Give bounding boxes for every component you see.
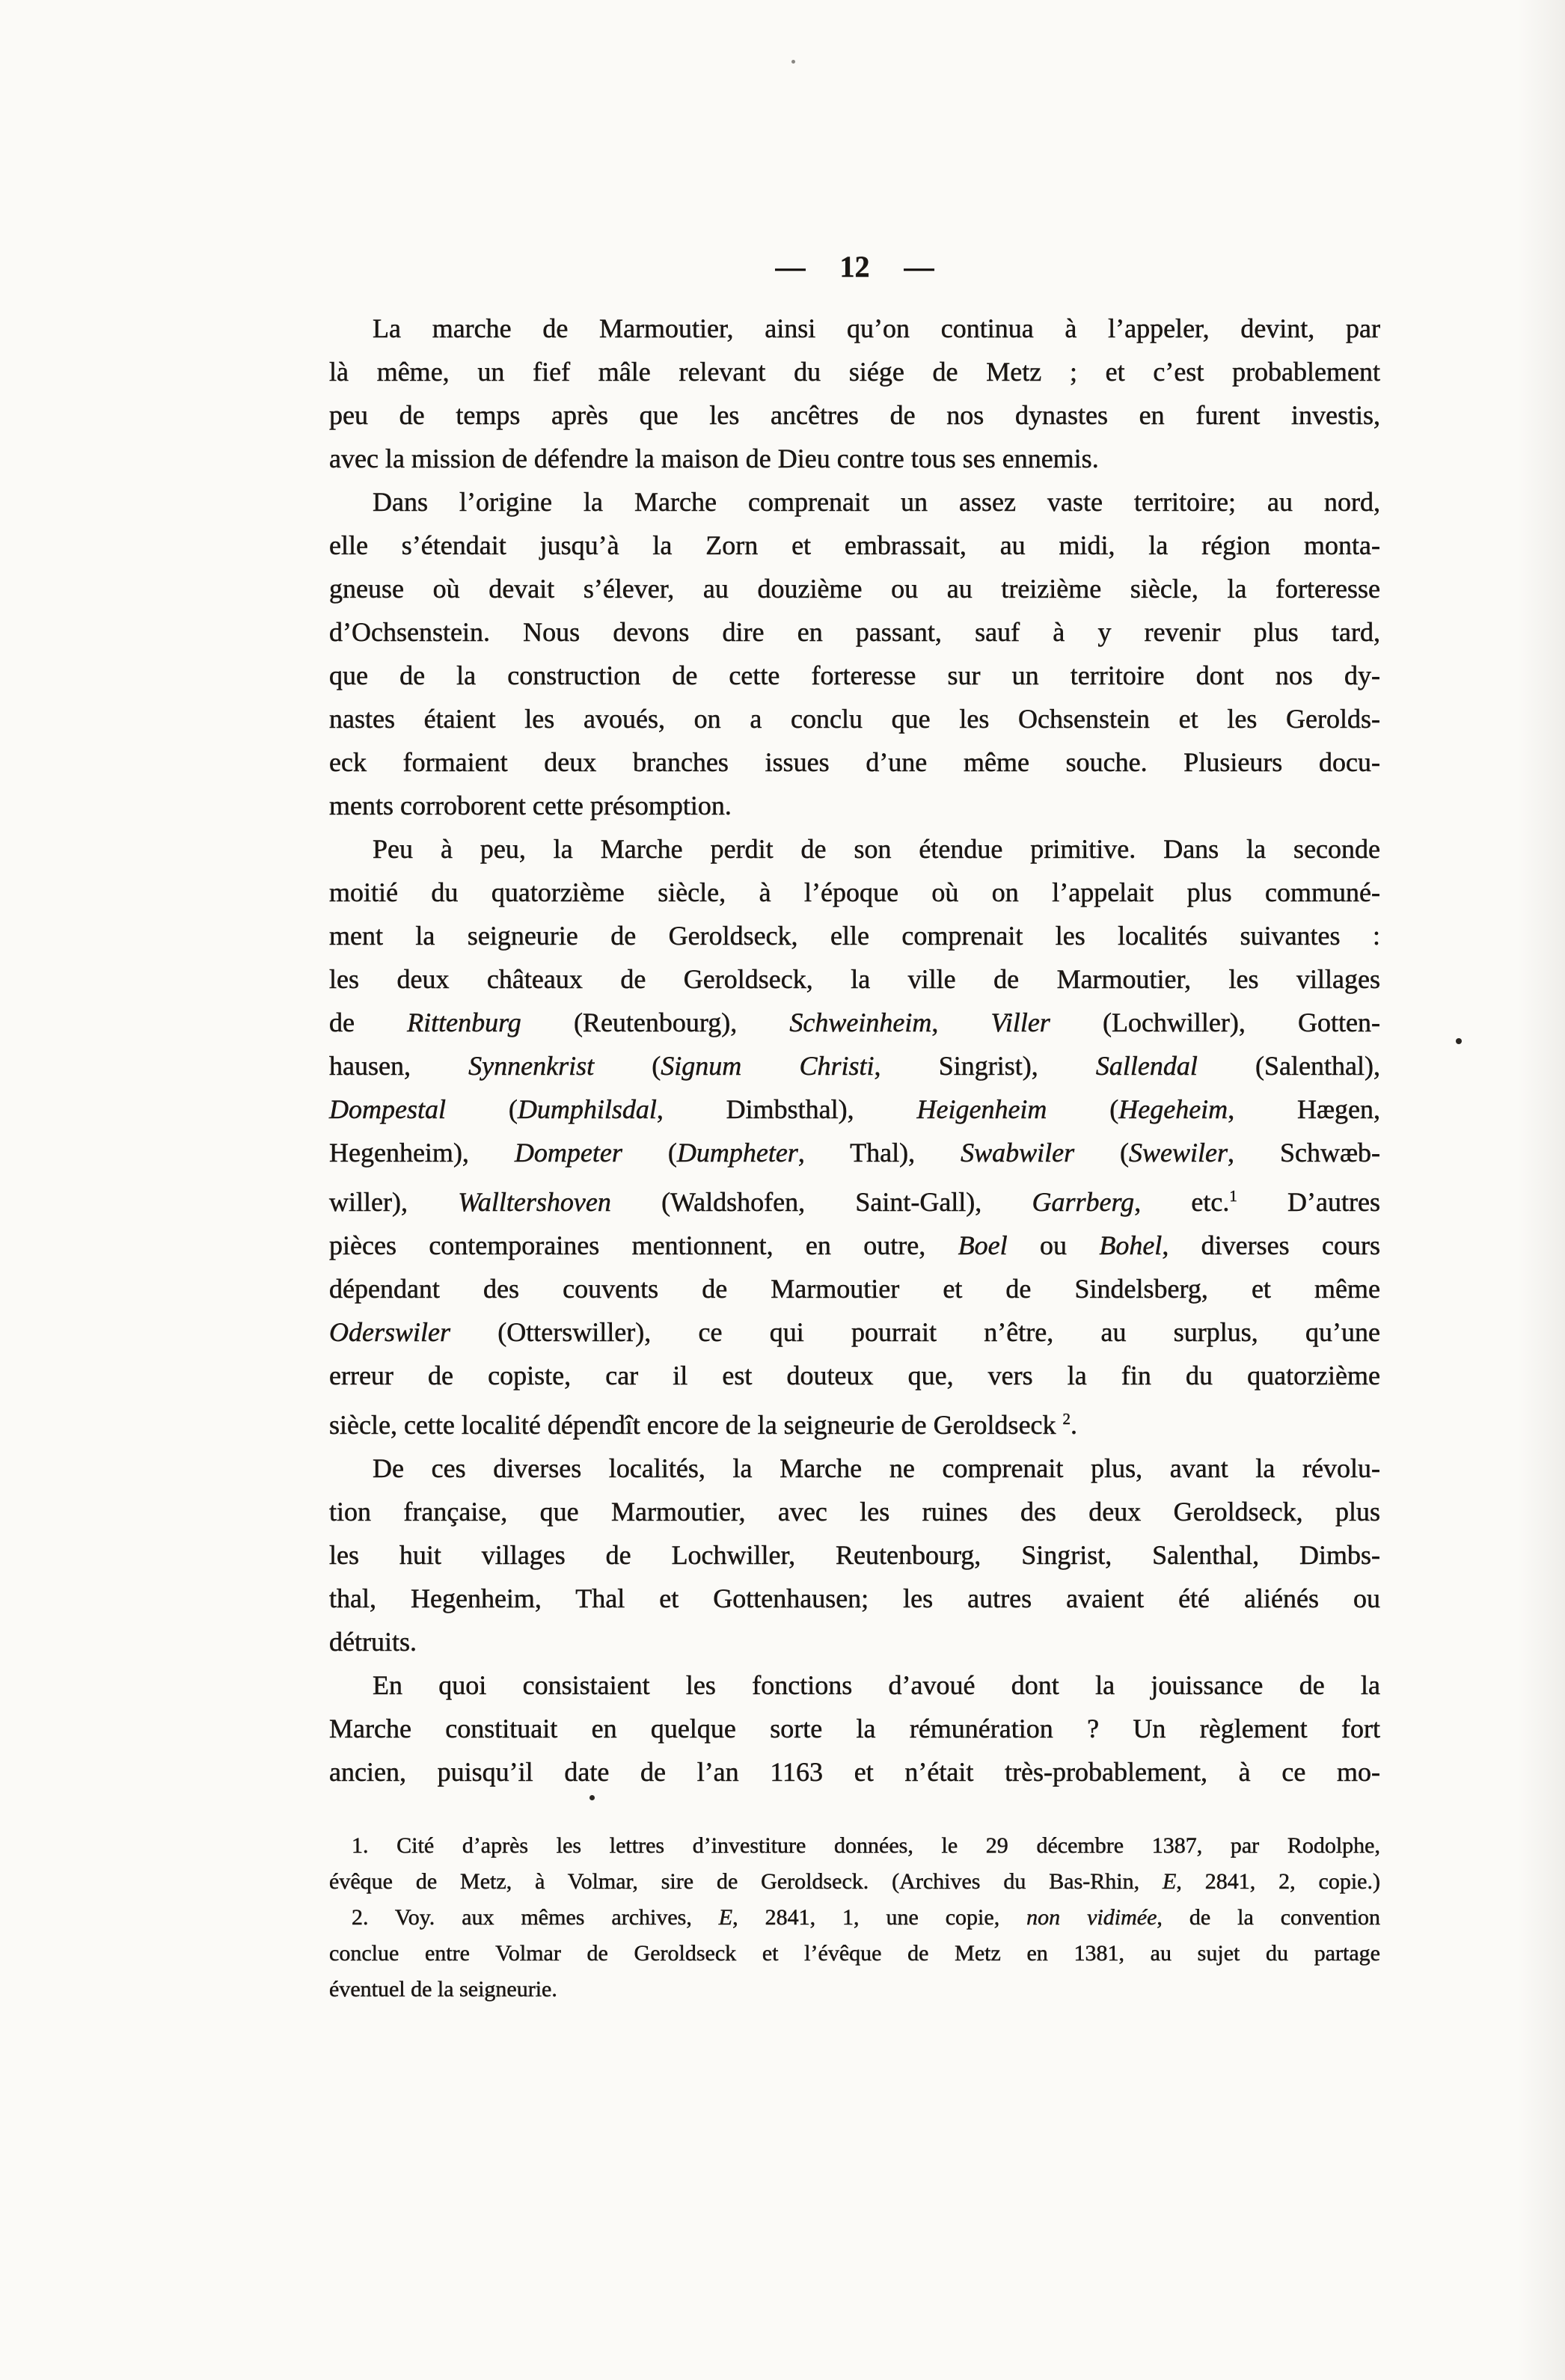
paragraph (329, 1663, 1380, 1794)
text-segment: ou (1007, 1230, 1100, 1260)
text-segment: (Reutenbourg), (521, 1007, 790, 1037)
paragraph (329, 1447, 1380, 1663)
text-line (329, 1750, 1380, 1794)
text-segment: éventuel de la seigneurie. (329, 1977, 557, 2002)
footnotes (329, 1828, 1380, 2008)
text-segment: Dompestal (329, 1094, 446, 1124)
text-line (329, 350, 1380, 393)
text-segment: , Hægen, (1228, 1094, 1381, 1124)
text-line (329, 740, 1380, 784)
page-number: 12 (839, 249, 870, 283)
text-segment: évêque de Metz, à Volmar, sire de Geroldseck. (Archives du Bas-Rhin, (329, 1869, 1163, 1894)
text-segment: Hegeheim (1118, 1094, 1228, 1124)
text-segment: Hegenheim), (329, 1138, 515, 1168)
text-segment: 2. Voy. aux mêmes archives, (352, 1905, 719, 1930)
text-line (329, 1533, 1380, 1577)
text-segment: là même, un fief mâle relevant du siége de Metz ; et c’est probablement (329, 357, 1380, 387)
text-line (329, 1354, 1380, 1397)
paragraph (329, 1900, 1380, 2008)
text-segment: , 2841, 1, une copie, (732, 1905, 1027, 1930)
text-segment: (Waldshofen, Saint-Gall), (610, 1187, 1032, 1217)
text-segment: (Otterswiller), ce qui pourrait n’être, au surplus, qu’une (450, 1317, 1380, 1347)
text-line (329, 1577, 1380, 1620)
paragraph (329, 307, 1380, 480)
text-segment: De ces diverses localités, la Marche ne comprenait plus, avant la révolu- (373, 1453, 1380, 1483)
text-line (329, 1397, 1380, 1447)
text-segment: Viller (990, 1007, 1050, 1037)
text-segment: Garrberg (1032, 1187, 1135, 1217)
text-segment: Oderswiler (329, 1317, 450, 1347)
text-segment: Signum Christi (661, 1051, 875, 1081)
text-segment: Heigenheim (916, 1094, 1047, 1124)
text-line (329, 1001, 1380, 1044)
text-segment: conclue entre Volmar de Geroldseck et l’évêque de Metz en 1381, au sujet du partage (329, 1941, 1380, 1966)
text-segment: ment la seigneurie de Geroldseck, elle comprenait les localités suivantes : (329, 921, 1380, 951)
text-segment: Swewiler (1129, 1138, 1228, 1168)
text-segment: , diverses cours (1162, 1230, 1380, 1260)
text-segment: willer), (329, 1187, 459, 1217)
text-line (329, 524, 1380, 567)
text-segment: 1. Cité d’après les lettres d’investiture données, le 29 décembre 1387, par Rodolphe, (352, 1833, 1380, 1858)
text-segment: D’autres (1237, 1187, 1380, 1217)
text-segment: Sallendal (1095, 1051, 1198, 1081)
text-line (329, 654, 1380, 697)
text-line (329, 1310, 1380, 1354)
text-segment: peu de temps après que les ancêtres de nos dynastes en furent investis, (329, 400, 1380, 430)
text-segment: , de la convention (1157, 1905, 1381, 1930)
text-line (329, 871, 1380, 914)
text-segment: , Dimbsthal), (656, 1094, 917, 1124)
text-line (329, 784, 1380, 827)
text-segment: Walltershoven (458, 1187, 611, 1217)
text-segment: En quoi consistaient les fonctions d’avoué dont la jouissance de la (373, 1670, 1380, 1700)
text-line (329, 480, 1380, 524)
text-segment: ( (594, 1051, 661, 1081)
text-segment: Swabwiler (961, 1138, 1075, 1168)
text-segment: Dompeter (514, 1138, 622, 1168)
footnote-reference: 1 (1229, 1187, 1237, 1205)
page-header (329, 247, 1380, 286)
text-line (329, 610, 1380, 654)
text-segment: , (931, 1007, 991, 1037)
text-column (329, 247, 1380, 2008)
text-line (329, 957, 1380, 1001)
text-segment: erreur de copiste, car il est douteux que, vers la fin du quatorzième (329, 1361, 1380, 1390)
text-line (329, 1900, 1380, 1936)
text-segment: ancien, puisqu’il date de l’an 1163 et n’était très-probablement, à ce mo- (329, 1757, 1380, 1787)
text-segment: hausen, (329, 1051, 469, 1081)
text-line (329, 1663, 1380, 1707)
paragraph (329, 1828, 1380, 1900)
text-segment: La marche de Marmoutier, ainsi qu’on continua à l’appeler, devint, par (373, 313, 1380, 343)
text-segment: Marche constituait en quelque sorte la rémunération ? Un règlement fort (329, 1714, 1380, 1743)
text-segment: eck formaient deux branches issues d’une même souche. Plusieurs docu- (329, 747, 1380, 777)
text-segment: ( (446, 1094, 518, 1124)
body-text (329, 307, 1380, 1794)
text-segment: ments corroborent cette présomption. (329, 791, 732, 821)
text-line (329, 1828, 1380, 1864)
text-segment: , Singrist), (874, 1051, 1096, 1081)
text-line (329, 914, 1380, 957)
text-line (329, 307, 1380, 350)
text-segment: siècle, cette localité dépendît encore de la seigneurie de Geroldseck (329, 1410, 1063, 1440)
text-segment: (Salenthal), (1197, 1051, 1380, 1081)
text-segment: , etc. (1134, 1187, 1230, 1217)
text-segment: ( (1047, 1094, 1119, 1124)
text-line (329, 1864, 1380, 1900)
text-segment: thal, Hegenheim, Thal et Gottenhausen; les autres avaient été aliénés ou (329, 1583, 1380, 1613)
text-segment: ( (1074, 1138, 1130, 1168)
text-line (329, 1131, 1380, 1174)
text-segment: Dumphilsdal (517, 1094, 657, 1124)
text-line (329, 1088, 1380, 1131)
text-segment: moitié du quatorzième siècle, à l’époque où on l’appelait plus communé- (329, 877, 1380, 907)
header-dash-right: — (904, 249, 934, 283)
text-segment: Peu à peu, la Marche perdit de son étendue primitive. Dans la seconde (373, 834, 1380, 864)
text-segment: Bohel (1099, 1230, 1163, 1260)
text-segment: les huit villages de Lochwiller, Reutenbourg, Singrist, Salenthal, Dimbs- (329, 1540, 1380, 1570)
text-line (329, 1447, 1380, 1490)
text-segment: Synnenkrist (468, 1051, 595, 1081)
text-segment: Schweinheim (789, 1007, 932, 1037)
text-segment: dépendant des couvents de Marmoutier et de Sindelsberg, et même (329, 1274, 1380, 1304)
text-segment: elle s’étendait jusqu’à la Zorn et embrassait, au midi, la région monta- (329, 530, 1380, 560)
ink-speck (791, 60, 795, 64)
text-line (329, 437, 1380, 480)
text-line (329, 1936, 1380, 1972)
text-line (329, 1044, 1380, 1088)
text-segment: , Thal), (797, 1138, 961, 1168)
paragraph (329, 480, 1380, 827)
text-line (329, 827, 1380, 871)
text-segment: . (1070, 1410, 1077, 1440)
text-segment: non vidimée (1026, 1905, 1157, 1930)
text-segment: nastes étaient les avoués, on a conclu que les Ochsenstein et les Gerolds- (329, 704, 1380, 734)
text-line (329, 1490, 1380, 1533)
text-segment: tion française, que Marmoutier, avec les ruines des deux Geroldseck, plus (329, 1497, 1380, 1527)
text-line (329, 1174, 1380, 1224)
text-line (329, 1224, 1380, 1267)
paragraph (329, 827, 1380, 1447)
text-line (329, 1972, 1380, 2008)
ink-speck (1456, 1038, 1462, 1044)
text-segment: Boel (958, 1230, 1008, 1260)
footnote-reference: 2 (1062, 1410, 1071, 1428)
text-segment: Dumpheter (676, 1138, 798, 1168)
text-segment: Dans l’origine la Marche comprenait un assez vaste territoire; au nord, (373, 487, 1380, 517)
text-segment: ( (622, 1138, 677, 1168)
text-line (329, 697, 1380, 740)
text-segment: d’Ochsenstein. Nous devons dire en passant, sauf à y revenir plus tard, (329, 617, 1380, 647)
text-segment: E (1163, 1869, 1177, 1894)
text-segment: avec la mission de défendre la maison de Dieu contre tous ses ennemis. (329, 444, 1099, 473)
text-line (329, 393, 1380, 437)
text-segment: que de la construction de cette forteresse sur un territoire dont nos dy- (329, 660, 1380, 690)
header-dash-left: — (775, 249, 806, 283)
text-segment: gneuse où devait s’élever, au douzième ou au treizième siècle, la forteresse (329, 574, 1380, 604)
text-segment: E (718, 1905, 733, 1930)
text-line (329, 1707, 1380, 1750)
text-segment: les deux châteaux de Geroldseck, la ville de Marmoutier, les villages (329, 964, 1380, 994)
text-segment: , 2841, 2, copie.) (1176, 1869, 1380, 1894)
text-segment: Rittenburg (407, 1007, 521, 1037)
text-segment: (Lochwiller), Gotten- (1050, 1007, 1380, 1037)
text-line (329, 1620, 1380, 1663)
text-segment: pièces contemporaines mentionnent, en outre, (329, 1230, 958, 1260)
text-line (329, 567, 1380, 610)
text-segment: détruits. (329, 1627, 417, 1657)
text-line (329, 1267, 1380, 1310)
text-segment: , Schwæb- (1228, 1138, 1381, 1168)
text-segment: de (329, 1007, 408, 1037)
